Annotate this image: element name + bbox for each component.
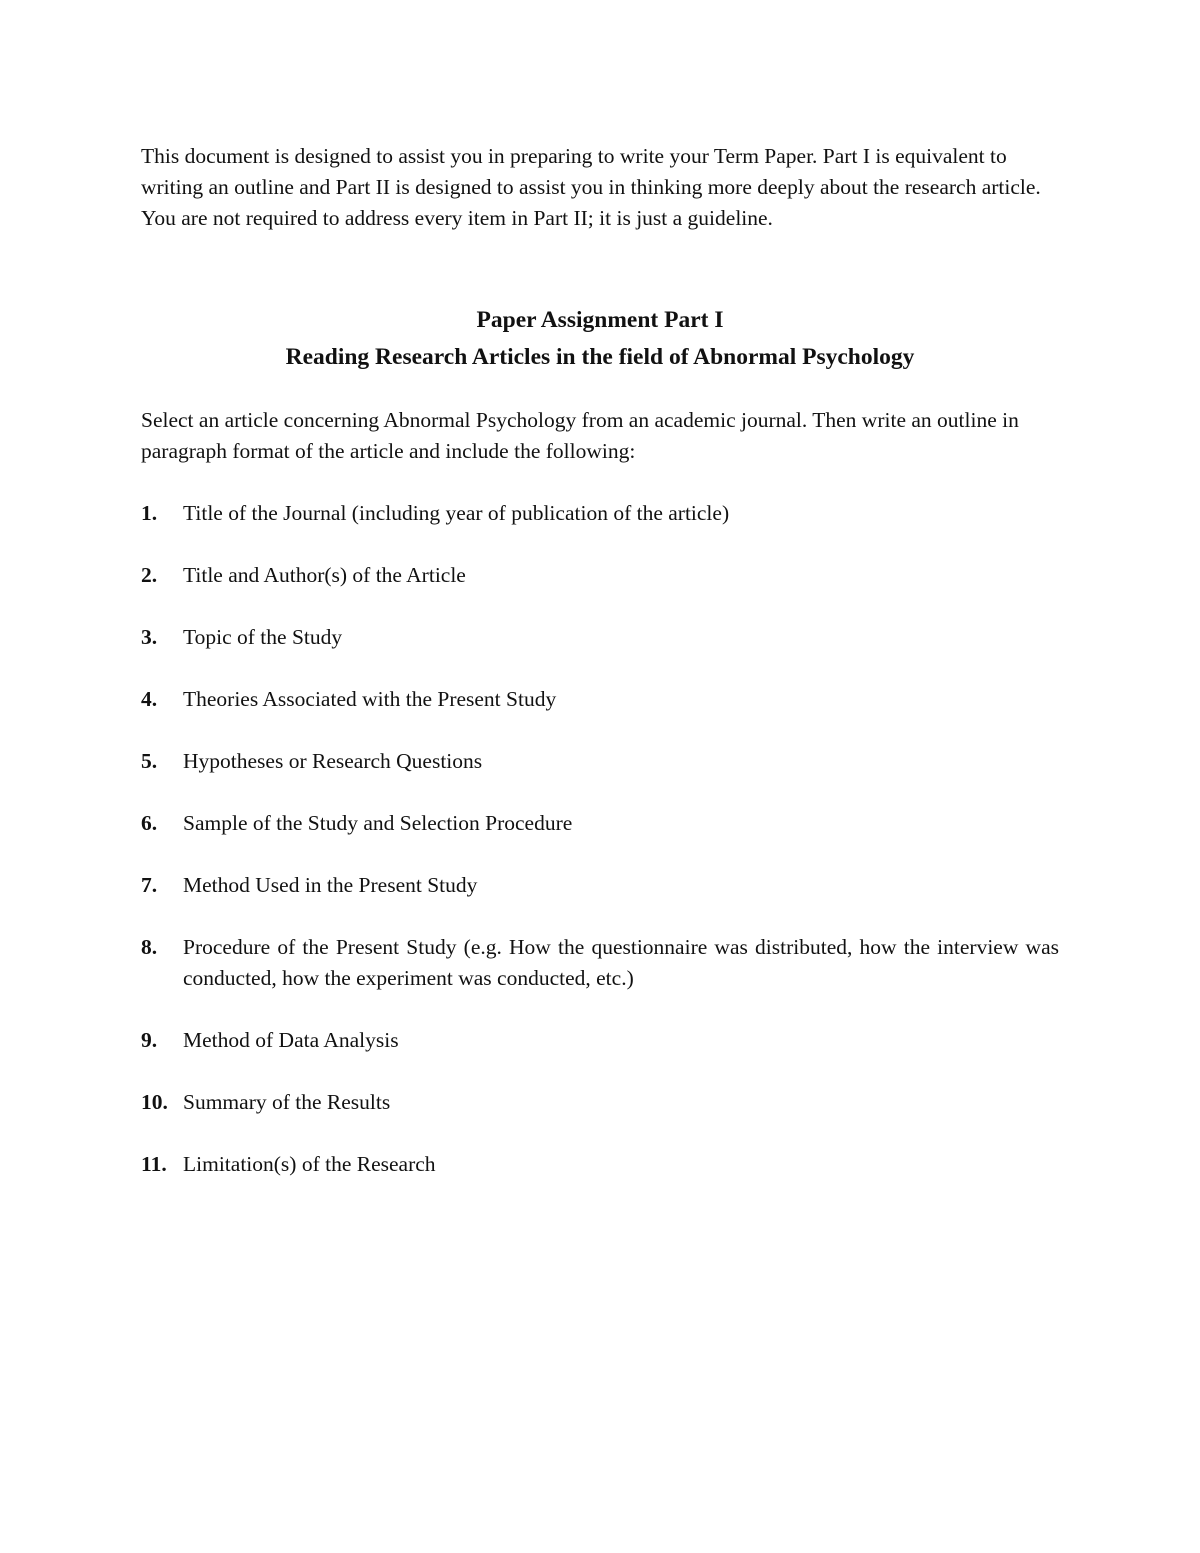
list-item-number: 2. bbox=[141, 563, 158, 587]
list-item-text: Summary of the Results bbox=[183, 1090, 391, 1114]
list-item-text: Method of Data Analysis bbox=[183, 1028, 399, 1052]
list-item-number: 9. bbox=[141, 1028, 158, 1052]
list-item-text: Theories Associated with the Present Study bbox=[183, 687, 557, 711]
list-item bbox=[141, 622, 1059, 653]
list-item bbox=[141, 560, 1059, 591]
list-item bbox=[141, 1025, 1059, 1056]
list-item bbox=[141, 746, 1059, 777]
list-item bbox=[141, 808, 1059, 839]
assignment-title: Paper Assignment Part I bbox=[476, 307, 724, 333]
list-item-text: Title of the Journal (including year of publication of the article) bbox=[183, 501, 730, 525]
list-item-number: 8. bbox=[141, 935, 158, 959]
list-item-number: 5. bbox=[141, 749, 158, 773]
list-item bbox=[141, 1087, 1059, 1118]
requirements-list bbox=[141, 498, 1059, 1211]
instructions-paragraph: Select an article concerning Abnormal Psychology from an academic journal. Then write an outline in paragraph format of the article and include the following: bbox=[141, 408, 1019, 463]
list-item bbox=[141, 498, 1059, 529]
intro-paragraph: This document is designed to assist you in preparing to write your Term Paper. Part I is equivalent to writing an outline and Part II is designed to assist you in thinking more deeply about the research article. You are not required to address every item in Part II; it is just a guideline. bbox=[141, 144, 1041, 230]
list-item-text: Title and Author(s) of the Article bbox=[183, 563, 466, 587]
list-item-number: 4. bbox=[141, 687, 158, 711]
list-item-number: 11. bbox=[141, 1152, 167, 1176]
list-item-text: Procedure of the Present Study (e.g. How the questionnaire was distributed, how the interview was conducted, how the experiment was conducted, etc.) bbox=[183, 935, 1059, 990]
list-item bbox=[141, 684, 1059, 715]
list-item-text: Hypotheses or Research Questions bbox=[183, 749, 483, 773]
list-item-number: 1. bbox=[141, 501, 158, 525]
list-item-text: Limitation(s) of the Research bbox=[183, 1152, 436, 1176]
list-item-number: 3. bbox=[141, 625, 158, 649]
list-item-number: 7. bbox=[141, 873, 158, 897]
list-item-number: 6. bbox=[141, 811, 158, 835]
list-item-text: Sample of the Study and Selection Procedure bbox=[183, 811, 573, 835]
list-item bbox=[141, 1149, 1059, 1180]
list-item-text: Topic of the Study bbox=[183, 625, 343, 649]
list-item-text: Method Used in the Present Study bbox=[183, 873, 478, 897]
list-item-number: 10. bbox=[141, 1090, 168, 1114]
list-item bbox=[141, 932, 1059, 994]
assignment-subtitle: Reading Research Articles in the field of Abnormal Psychology bbox=[285, 344, 915, 370]
list-item bbox=[141, 870, 1059, 901]
